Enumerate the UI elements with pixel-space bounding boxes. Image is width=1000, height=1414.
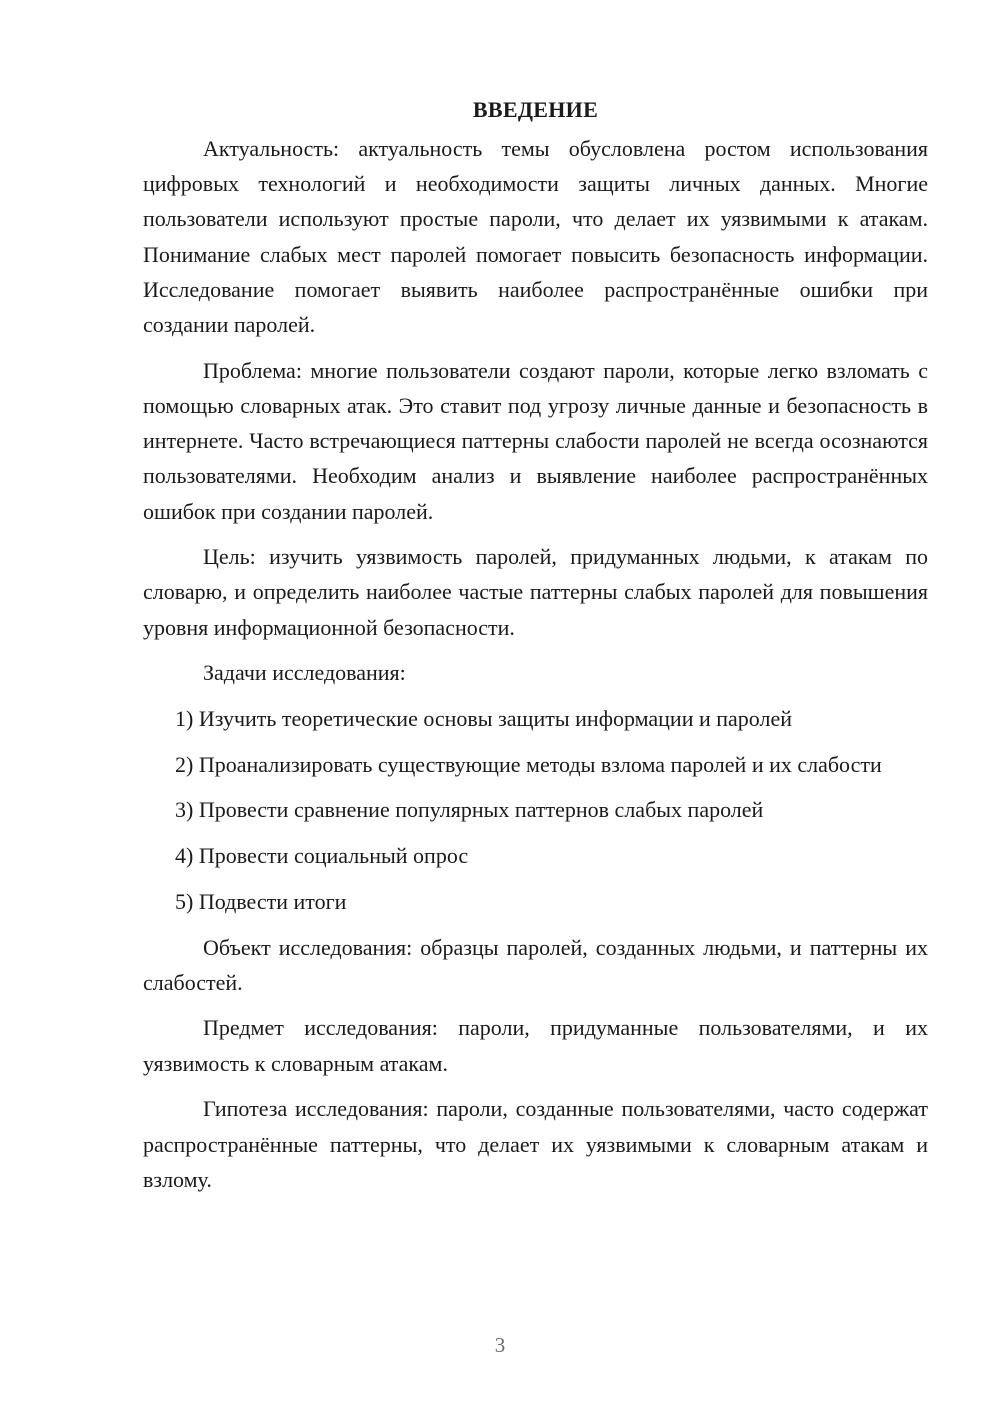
paragraph-relevance: Актуальность: актуальность темы обусловлена ростом использования цифровых технологий и необходимости защиты личных данных. Многие пользователи используют простые пароли, что делает их уязвимыми к атакам. Понимание слабых мест паролей помогает повысить безопасность информации. Исследование помогает выявить наиболее распространённые ошибки при создании паролей. <box>143 136 928 338</box>
paragraph-hypothesis: Гипотеза исследования: пароли, созданные пользователями, часто содержат распространённые паттерны, что делает их уязвимыми к словарным атакам и взлому. <box>143 1096 928 1192</box>
section-heading: ВВЕДЕНИЕ <box>472 97 599 122</box>
tasks-title: Задачи исследования: <box>203 660 406 686</box>
document-page <box>143 92 928 1207</box>
task-item-2: 2) Проанализировать существующие методы взлома паролей и их слабости <box>175 751 882 777</box>
paragraph-subject: Предмет исследования: пароли, придуманные пользователями, и их уязвимость к словарным атакам. <box>143 1015 928 1076</box>
paragraph-object: Объект исследования: образцы паролей, созданных людьми, и паттерны их слабостей. <box>143 934 928 995</box>
task-item-4: 4) Провести социальный опрос <box>175 843 469 869</box>
page-number: 3 <box>494 1333 506 1357</box>
paragraph-problem: Проблема: многие пользователи создают пароли, которые легко взломать с помощью словарных атак. Это ставит под угрозу личные данные и безопасность в интернете. Часто встречающиеся паттерны слабости паролей не всегда осознаются пользователями. Необходим анализ и выявление наиболее распространённых ошибок при создании паролей. <box>143 357 928 524</box>
task-item-1: 1) Изучить теоретические основы защиты информации и паролей <box>175 706 793 732</box>
task-item-3: 3) Провести сравнение популярных паттернов слабых паролей <box>175 797 764 823</box>
paragraph-goal: Цель: изучить уязвимость паролей, придуманных людьми, к атакам по словарю, и определить наиболее частые паттерны слабых паролей для повышения уровня информационной безопасности. <box>143 544 928 640</box>
task-item-5: 5) Подвести итоги <box>175 888 347 914</box>
